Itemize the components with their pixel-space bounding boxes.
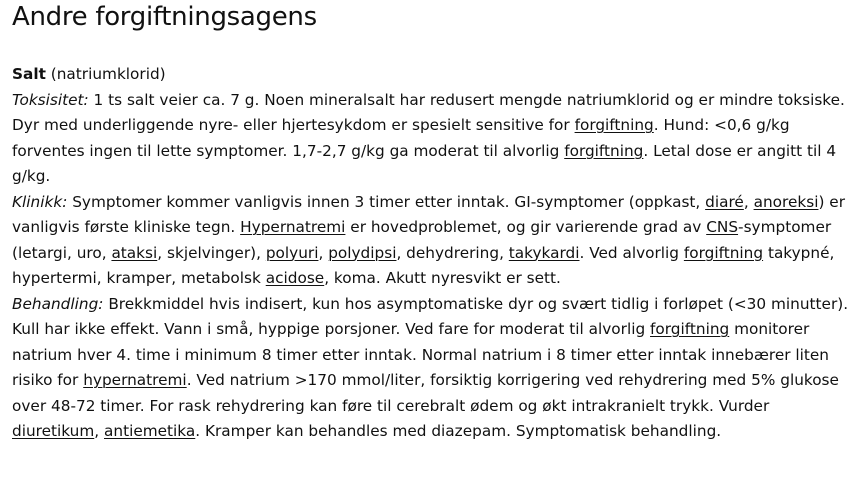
section-text: . Hund: <0,6 g/kg forventes ingen til lette symptomer. 1,7-2,7 g/kg ga moderat til alvorlig — [12, 116, 790, 160]
entry-name-suffix: (natriumklorid) — [45, 65, 166, 83]
term-link-takykardi[interactable]: takykardi — [508, 243, 580, 262]
term-link-forgiftning[interactable]: forgiftning — [564, 141, 644, 160]
section-label: Toksisitet: — [12, 90, 89, 109]
term-link-polydipsi[interactable]: polydipsi — [328, 243, 397, 262]
section-toksisitet — [12, 88, 859, 190]
term-link-diuretikum[interactable]: diuretikum — [12, 422, 95, 440]
section-text: , skjelvinger), — [157, 243, 266, 262]
term-link-diaré[interactable]: diaré — [705, 192, 744, 211]
term-link-forgiftning[interactable]: forgiftning — [683, 243, 764, 262]
section-text: , — [743, 192, 754, 211]
section-klinikk — [12, 190, 859, 292]
term-link-forgiftning[interactable]: forgiftning — [574, 116, 654, 134]
section-text: . Letal dose er angitt til 4 g/kg. — [12, 141, 837, 185]
section-label: Behandling: — [12, 294, 104, 313]
page-title: Andre forgiftningsagens — [12, 2, 317, 32]
term-link-cns[interactable]: CNS — [706, 218, 739, 236]
section-text: . Ved natrium >170 mmol/liter, forsiktig korrigering ved rehydrering med 5% glukose over 48-72 timer. For rask rehydrering kan føre til cerebralt ødem og økt intrakranielt trykk. Vurder — [12, 371, 839, 415]
section-text: , — [318, 243, 329, 262]
section-text: takypné, hypertermi, kramper, metabolsk — [12, 243, 835, 287]
section-label: Klinikk: — [12, 192, 68, 211]
term-link-ataksi[interactable]: ataksi — [111, 243, 158, 262]
term-link-forgiftning[interactable]: forgiftning — [650, 320, 730, 338]
section-text: , — [94, 422, 104, 440]
section-text: monitorer natrium hver 4. time i minimum 8 timer etter inntak. Normal natrium i 8 timer etter inntak innebærer liten risiko for — [12, 320, 829, 389]
entry-heading — [12, 62, 859, 88]
term-link-anoreksi[interactable]: anoreksi — [753, 192, 819, 211]
section-text: ) er vanligvis første kliniske tegn. — [12, 192, 845, 236]
entry-name: Salt — [12, 65, 46, 83]
term-link-hypernatremi[interactable]: hypernatremi — [83, 371, 187, 389]
term-link-polyuri[interactable]: polyuri — [265, 243, 319, 262]
section-text: . Kramper kan behandles med diazepam. Symptomatisk behandling. — [195, 422, 722, 440]
section-text: , dehydrering, — [396, 243, 509, 262]
term-link-antiemetika[interactable]: antiemetika — [104, 422, 196, 440]
section-text: -symptomer (letargi, uro, — [12, 218, 832, 262]
entry-body — [12, 62, 859, 445]
term-link-hypernatremi[interactable]: Hypernatremi — [240, 218, 346, 236]
term-link-acidose[interactable]: acidose — [265, 269, 325, 287]
section-text: 1 ts salt veier ca. 7 g. Noen mineralsalt har redusert mengde natriumklorid og er mindre toksiske. Dyr med underliggende nyre- eller hjertesykdom er spesielt sensitive for — [12, 90, 845, 134]
section-text: er hovedproblemet, og gir varierende grad av — [345, 218, 707, 236]
section-behandling — [12, 292, 859, 445]
section-text: Symptomer kommer vanligvis innen 3 timer etter inntak. GI-symptomer (oppkast, — [67, 192, 706, 211]
section-text: . Ved alvorlig — [579, 243, 684, 262]
section-text: Brekkmiddel hvis indisert, kun hos asymptomatiske dyr og svært tidlig i forløpet (<30 minutter). Kull har ikke effekt. Vann i små, hyppige porsjoner. Ved fare for moderat til alvorlig — [12, 294, 849, 338]
section-text: , koma. Akutt nyresvikt er sett. — [324, 269, 561, 287]
